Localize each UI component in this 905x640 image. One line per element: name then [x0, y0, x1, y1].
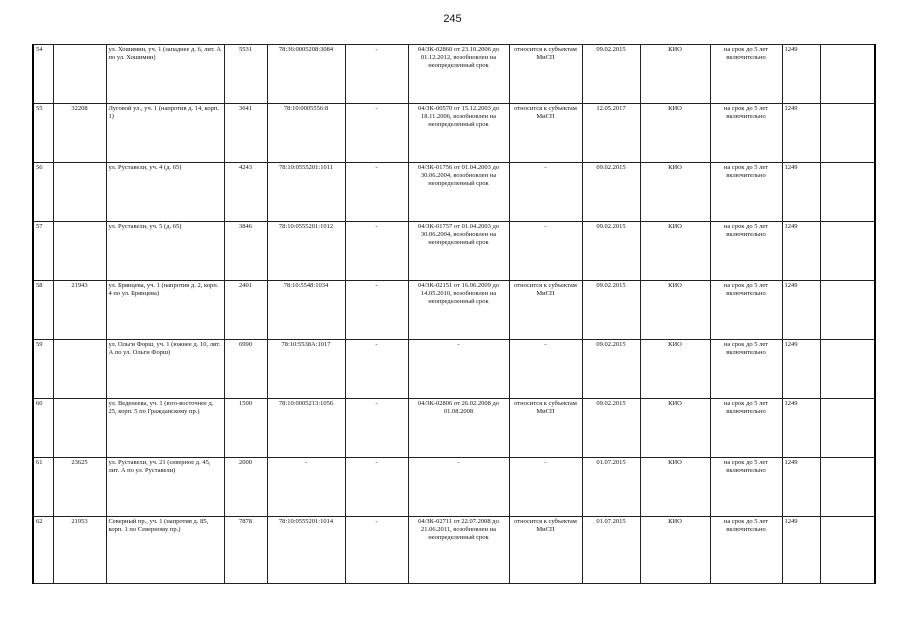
cell-area: 6990: [224, 340, 267, 399]
cell-row-number: 59: [33, 340, 53, 399]
cell-code: [53, 399, 106, 458]
cell-code: 23625: [53, 458, 106, 517]
cell-date: 09.02.2015: [582, 163, 640, 222]
cell-empty: [820, 104, 875, 163]
cell-cadastral-number: 78:10:0005556:8: [267, 104, 345, 163]
cell-cadastral-number: -: [267, 458, 345, 517]
cell-rate: 1249: [782, 45, 820, 104]
cell-organization: КИО: [640, 517, 710, 584]
cell-empty: [820, 458, 875, 517]
cell-address: ул. Руставели, уч. 4 (д. 65): [106, 163, 224, 222]
cell-term: на срок до 5 лет включительно: [710, 458, 782, 517]
cell-category: -: [509, 163, 582, 222]
cell-code: 21953: [53, 517, 106, 584]
cell-address: ул. Хошимин, уч. 1 (западнее д. 6, лит. А по ул. Хошимин): [106, 45, 224, 104]
cell-empty: [820, 399, 875, 458]
cell-cadastral-number: 78:10:0555201:1012: [267, 222, 345, 281]
cell-empty: [820, 163, 875, 222]
cell-rate: 1249: [782, 222, 820, 281]
cell-organization: КИО: [640, 458, 710, 517]
cell-contract: 04/ЗК-02711 от 22.07.2008 до 21.06.2011, возобновлен на неопределенный срок: [408, 517, 509, 584]
cell-address: ул. Брянцева, уч. 1 (напротив д. 2, корп. 4 по ул. Брянцева): [106, 281, 224, 340]
table-row: [33, 104, 875, 163]
cell-address: ул. Веденеева, уч. 1 (юго-восточнее д. 25, корп. 5 по Гражданскому пр.): [106, 399, 224, 458]
cell-rate: 1249: [782, 517, 820, 584]
cell-empty: [820, 340, 875, 399]
cell-empty: [820, 222, 875, 281]
table-row: [33, 340, 875, 399]
cell-status: -: [345, 163, 408, 222]
cell-cadastral-number: 78:10:5548:1034: [267, 281, 345, 340]
cell-row-number: 55: [33, 104, 53, 163]
cell-date: 09.02.2015: [582, 281, 640, 340]
cell-rate: 1249: [782, 399, 820, 458]
cell-status: -: [345, 340, 408, 399]
table-row: [33, 281, 875, 340]
cell-organization: КИО: [640, 399, 710, 458]
cell-contract: 04/ЗК-02806 от 26.02.2008 до 01.08.2008: [408, 399, 509, 458]
cell-row-number: 61: [33, 458, 53, 517]
cell-category: -: [509, 222, 582, 281]
cell-code: [53, 222, 106, 281]
cell-cadastral-number: 78:36:0005208:3084: [267, 45, 345, 104]
cell-row-number: 54: [33, 45, 53, 104]
cell-rate: 1249: [782, 104, 820, 163]
cell-address: Луговой ул., уч. 1 (напротив д. 14, корп. 1): [106, 104, 224, 163]
cell-term: на срок до 5 лет включительно: [710, 517, 782, 584]
table-row: [33, 517, 875, 584]
table-body: [33, 45, 875, 584]
cell-category: относится к субъектам МиСП: [509, 104, 582, 163]
cell-address: Северный пр., уч. 1 (напротив д. 85, корп. 1 по Северному пр.): [106, 517, 224, 584]
table-row: [33, 45, 875, 104]
cell-area: 3846: [224, 222, 267, 281]
cell-rate: 1249: [782, 163, 820, 222]
cell-date: 09.02.2015: [582, 45, 640, 104]
cell-code: [53, 45, 106, 104]
table-row: [33, 399, 875, 458]
cell-contract: 04/ЗК-02151 от 16.06.2009 до 14.05.2010, возобновлен на неопределенный срок: [408, 281, 509, 340]
cell-code: 32208: [53, 104, 106, 163]
page-number: 245: [443, 13, 462, 25]
cell-contract: 04/ЗК-02860 от 23.10.2006 до 01.12.2012, возобновлен на неопределенный срок: [408, 45, 509, 104]
cell-category: -: [509, 340, 582, 399]
cell-empty: [820, 281, 875, 340]
cell-category: относится к субъектам МиСП: [509, 281, 582, 340]
table-row: [33, 163, 875, 222]
table-row: [33, 222, 875, 281]
cell-status: -: [345, 104, 408, 163]
cell-status: -: [345, 281, 408, 340]
cell-area: 2401: [224, 281, 267, 340]
cell-code: [53, 163, 106, 222]
cell-category: относится к субъектам МиСП: [509, 517, 582, 584]
cell-status: -: [345, 458, 408, 517]
cell-term: на срок до 5 лет включительно: [710, 281, 782, 340]
cell-area: 7878: [224, 517, 267, 584]
cell-empty: [820, 45, 875, 104]
cell-area: 3641: [224, 104, 267, 163]
cell-organization: КИО: [640, 222, 710, 281]
cell-area: 4243: [224, 163, 267, 222]
cell-rate: 1249: [782, 281, 820, 340]
cell-address: ул. Руставели, уч. 21 (северное д. 45, лит. А по ул. Руставели): [106, 458, 224, 517]
cell-contract: 04/ЗК-01757 от 01.04.2003 до 30.06.2004, возобновлен на неопределенный срок: [408, 222, 509, 281]
cell-area: 1500: [224, 399, 267, 458]
cell-cadastral-number: 78:10:0005213:1056: [267, 399, 345, 458]
cell-contract: 04/ЗК-00570 от 15.12.2003 до 18.11.2006, возобновлен на неопределенный срок: [408, 104, 509, 163]
cell-status: -: [345, 399, 408, 458]
cell-term: на срок до 5 лет включительно: [710, 45, 782, 104]
cell-term: на срок до 5 лет включительно: [710, 104, 782, 163]
cell-organization: КИО: [640, 45, 710, 104]
cell-date: 12.05.2017: [582, 104, 640, 163]
cell-area: 5531: [224, 45, 267, 104]
cell-category: относится к субъектам МиСП: [509, 399, 582, 458]
cell-status: -: [345, 517, 408, 584]
cell-row-number: 56: [33, 163, 53, 222]
cell-category: относится к субъектам МиСП: [509, 45, 582, 104]
register-table: [32, 44, 876, 584]
cell-status: -: [345, 45, 408, 104]
cell-row-number: 60: [33, 399, 53, 458]
cell-empty: [820, 517, 875, 584]
cell-term: на срок до 5 лет включительно: [710, 222, 782, 281]
cell-cadastral-number: 78:10:0555201:1014: [267, 517, 345, 584]
cell-row-number: 57: [33, 222, 53, 281]
cell-organization: КИО: [640, 163, 710, 222]
cell-rate: 1249: [782, 458, 820, 517]
cell-date: 01.07.2015: [582, 458, 640, 517]
cell-date: 01.07.2015: [582, 517, 640, 584]
cell-organization: КИО: [640, 281, 710, 340]
cell-organization: КИО: [640, 104, 710, 163]
cell-row-number: 58: [33, 281, 53, 340]
cell-term: на срок до 5 лет включительно: [710, 340, 782, 399]
cell-status: -: [345, 222, 408, 281]
cell-cadastral-number: 78:10:5538А:1017: [267, 340, 345, 399]
cell-date: 09.02.2015: [582, 399, 640, 458]
cell-category: -: [509, 458, 582, 517]
cell-address: ул. Ольги Форш, уч. 1 (южнее д. 10, лит. А по ул. Ольги Форш): [106, 340, 224, 399]
cell-date: 09.02.2015: [582, 222, 640, 281]
cell-organization: КИО: [640, 340, 710, 399]
cell-row-number: 62: [33, 517, 53, 584]
cell-address: ул. Руставели, уч. 5 (д. 65): [106, 222, 224, 281]
cell-code: 21943: [53, 281, 106, 340]
cell-term: на срок до 5 лет включительно: [710, 163, 782, 222]
cell-contract: -: [408, 340, 509, 399]
cell-code: [53, 340, 106, 399]
cell-term: на срок до 5 лет включительно: [710, 399, 782, 458]
cell-area: 2000: [224, 458, 267, 517]
cell-rate: 1249: [782, 340, 820, 399]
cell-cadastral-number: 78:10:0555201:1011: [267, 163, 345, 222]
cell-contract: -: [408, 458, 509, 517]
cell-date: 09.02.2015: [582, 340, 640, 399]
table-row: [33, 458, 875, 517]
cell-contract: 04/ЗК-01756 от 01.04.2003 до 30.06.2004, возобновлен на неопределенный срок: [408, 163, 509, 222]
